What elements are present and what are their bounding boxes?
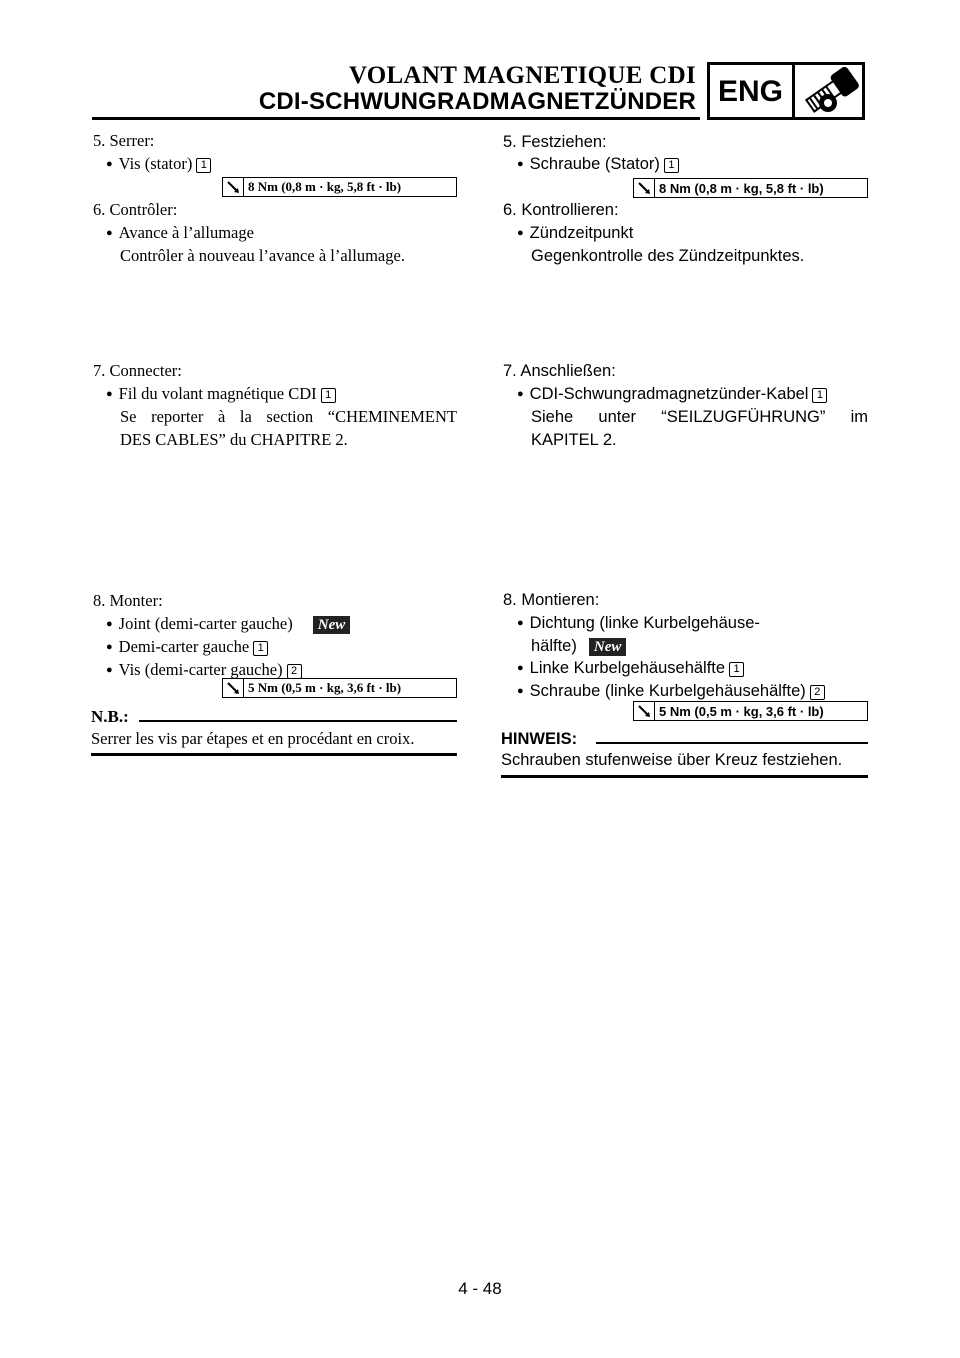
fr-step8-item1-text: Joint (demi-carter gauche)	[118, 614, 293, 633]
ref-mark: 2	[287, 664, 302, 679]
de-note-text: Schrauben stufenweise über Kreuz festziehen.	[501, 751, 843, 769]
fr-step8-title: 8. Monter:	[93, 591, 163, 610]
fr-note-top-rule	[139, 720, 457, 722]
section-badge	[707, 62, 865, 120]
de-torque-value-1: 8 Nm (0,8 m · kg, 5,8 ft · lb)	[659, 180, 824, 196]
de-step8-item3-text: Schraube (linke Kurbelgehäusehälfte)	[529, 682, 806, 700]
fr-torque-value-1: 8 Nm (0,8 m · kg, 5,8 ft · lb)	[248, 179, 402, 194]
ref-mark: 2	[810, 685, 825, 700]
de-step7-title: 7. Anschließen:	[503, 362, 616, 380]
fr-step5-item1-text: Vis (stator)	[118, 154, 193, 173]
fr-step5-title: 5. Serrer:	[93, 131, 155, 150]
new-part-badge: New	[313, 616, 351, 634]
page-title-de: CDI-SCHWUNGRADMAGNETZÜNDER	[258, 88, 696, 115]
de-step8-item1: ● Dichtung (linke Kurbelgehäuse-	[517, 612, 760, 637]
fr-step6-item1: ● Avance à l’allumage	[106, 221, 254, 247]
de-step5-item1-text: Schraube (Stator)	[529, 155, 660, 173]
ref-mark: 1	[321, 388, 336, 403]
fr-step5-item1	[106, 152, 211, 178]
de-note-bottom-rule	[501, 775, 868, 778]
fr-torque-value-2: 5 Nm (0,5 m · kg, 3,6 ft · lb)	[248, 680, 402, 695]
wrench-torque-icon	[637, 704, 651, 718]
de-step8-title: 8. Montieren:	[503, 591, 600, 609]
fr-step7-text2: DES CABLES” du CHAPITRE 2.	[120, 430, 348, 449]
de-step8-item1-cont	[531, 635, 626, 658]
de-step7-item1-text: CDI-Schwungradmagnetzünder-Kabel	[529, 385, 809, 403]
page-title-fr: VOLANT MAGNETIQUE CDI	[348, 62, 696, 89]
de-note-top-rule	[596, 742, 868, 744]
fr-torque-spec-1	[222, 177, 457, 197]
ref-mark: 1	[664, 158, 679, 173]
fr-step8-item2-text: Demi-carter gauche	[118, 637, 250, 656]
de-step8-item2-text: Linke Kurbelgehäusehälfte	[529, 659, 726, 677]
fr-note-text: Serrer les vis par étapes et en procédant en croix.	[91, 729, 415, 748]
ref-mark: 1	[253, 641, 268, 656]
section-badge-divider	[792, 65, 795, 117]
de-step5-item1	[517, 153, 679, 178]
fr-note-label: N.B.:	[91, 707, 129, 726]
de-step6-item1: ● Zündzeitpunkt	[517, 222, 633, 247]
fr-step7-title: 7. Connecter:	[93, 361, 182, 380]
de-step6-title: 6. Kontrollieren:	[503, 201, 619, 219]
fr-step7-text1: Se reporter à la section “CHEMINEMENT	[120, 407, 457, 426]
fr-note-bottom-rule	[91, 753, 457, 756]
de-note-label: HINWEIS:	[501, 730, 578, 748]
ref-mark: 1	[729, 662, 744, 677]
fr-step7-item1-text: Fil du volant magnétique CDI	[118, 384, 317, 403]
ref-mark: 1	[196, 158, 211, 173]
de-step8-item2	[517, 657, 744, 682]
de-step7-item1	[517, 383, 827, 408]
fr-step6-text: Contrôler à nouveau l’avance à l’allumage.	[120, 246, 405, 265]
fr-step6-title: 6. Contrôler:	[93, 200, 178, 219]
de-step8-item1b-text: hälfte)	[531, 637, 577, 655]
header-rule	[92, 117, 700, 120]
de-torque-spec-2	[633, 701, 868, 721]
fr-step8-item3-text: Vis (demi-carter gauche)	[118, 660, 283, 679]
page-number: 4 - 48	[458, 1279, 502, 1298]
de-torque-value-2: 5 Nm (0,5 m · kg, 3,6 ft · lb)	[659, 703, 824, 719]
de-step7-text2: KAPITEL 2.	[531, 431, 617, 449]
fr-torque-spec-2	[222, 678, 457, 698]
new-part-badge: New	[589, 638, 627, 656]
section-badge-label: ENG	[718, 75, 784, 108]
de-step6-text: Gegenkontrolle des Zündzeitpunktes.	[531, 247, 805, 265]
de-step7-text1: Siehe unter “SEILZUGFÜHRUNG” im	[531, 408, 868, 426]
de-step5-title: 5. Festziehen:	[503, 133, 607, 151]
ref-mark: 1	[812, 388, 827, 403]
wrench-torque-icon	[226, 180, 240, 194]
de-torque-spec-1	[633, 178, 868, 198]
wrench-torque-icon	[226, 681, 240, 695]
wrench-torque-icon	[637, 181, 651, 195]
engine-bolt-icon	[800, 67, 860, 117]
